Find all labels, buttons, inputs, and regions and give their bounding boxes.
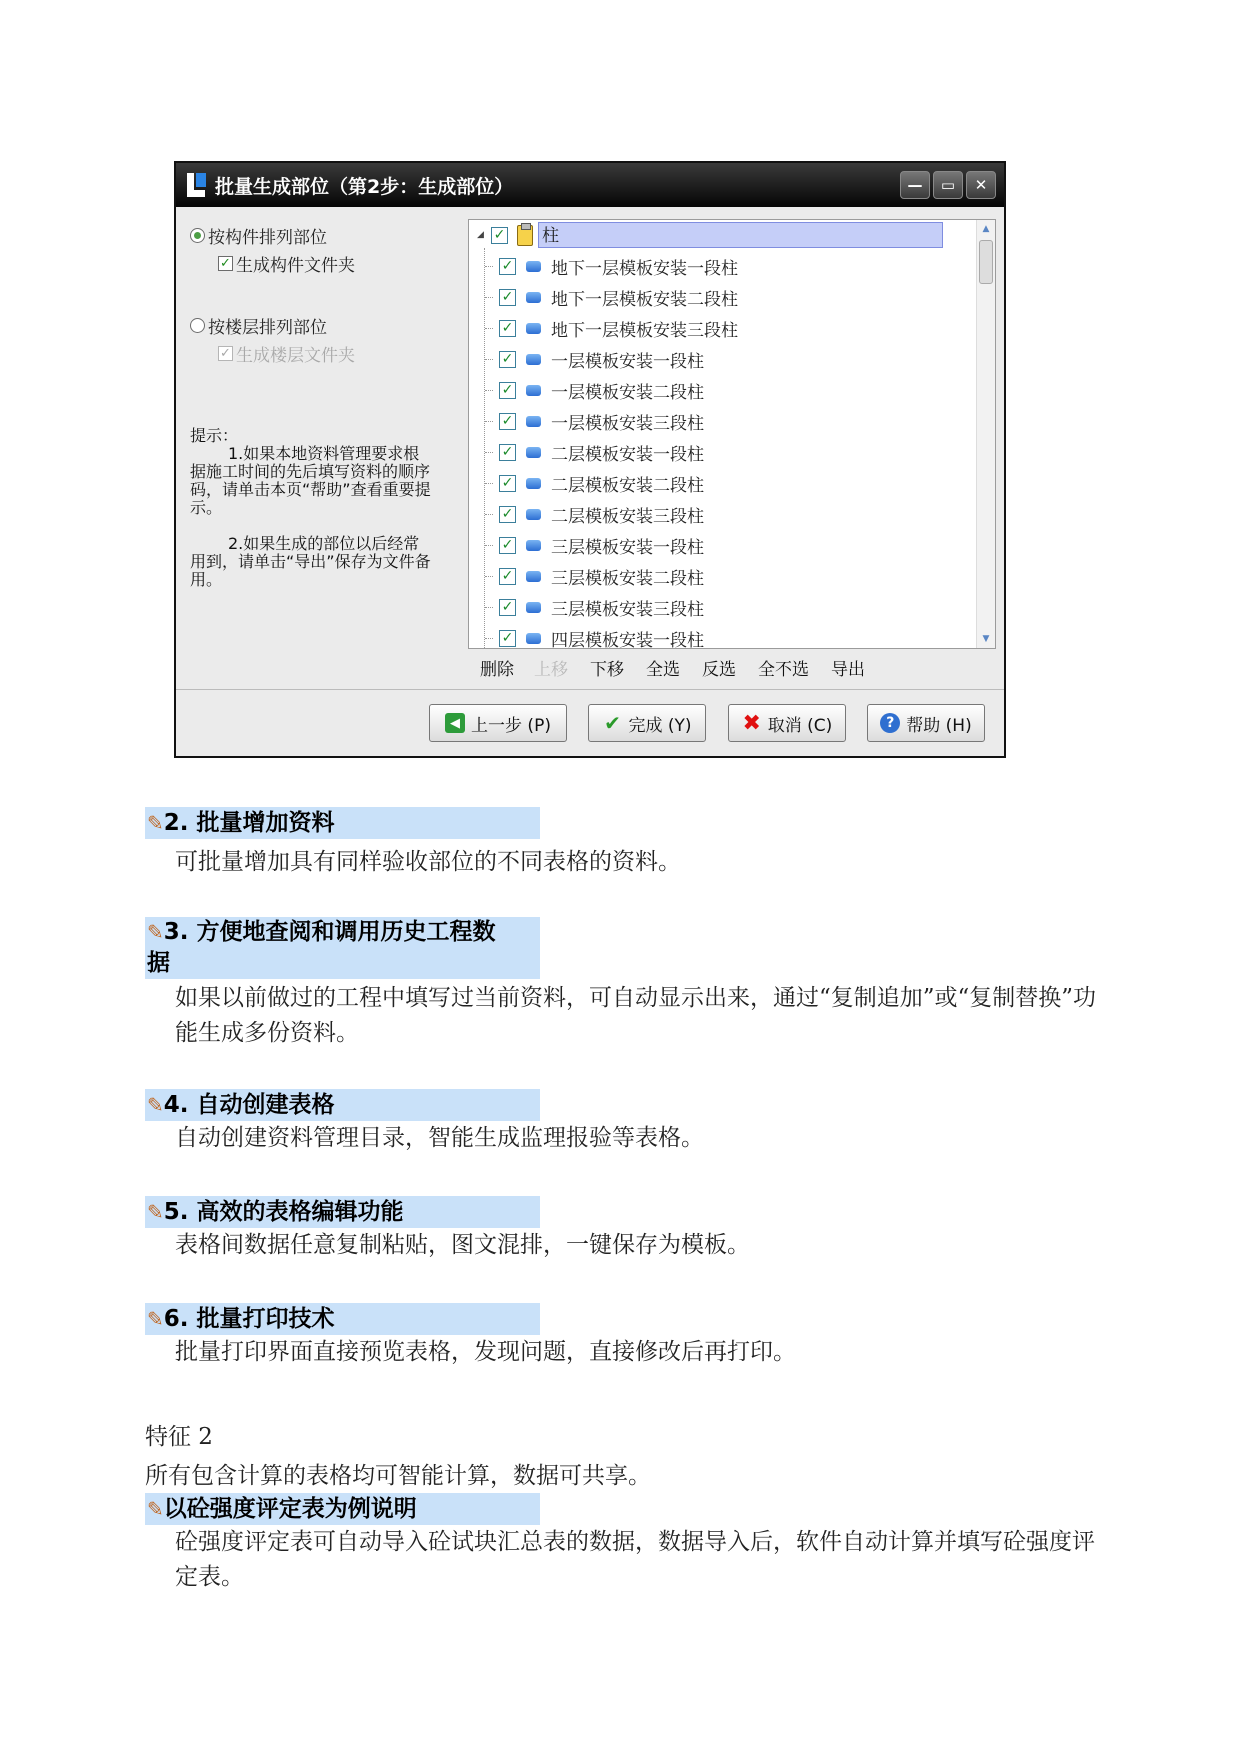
section-heading: ✎6. 批量打印技术 xyxy=(145,1303,540,1335)
checkmark-icon: ✔ xyxy=(604,711,621,735)
checkbox-checked-icon[interactable]: ✓ xyxy=(499,475,516,492)
cancel-button[interactable]: ✖ 取消 (C) xyxy=(728,704,846,742)
tree-item-label: 地下一层模板安装三段柱 xyxy=(551,320,738,341)
checkbox-floor-folder[interactable]: ✓ 生成楼层文件夹 xyxy=(218,341,355,366)
checkbox-checked-icon[interactable]: ✓ xyxy=(499,506,516,523)
help-button[interactable]: ? 帮助 (H) xyxy=(867,704,985,742)
location-item-icon xyxy=(526,385,541,396)
app-logo-icon xyxy=(185,172,209,198)
pen-icon: ✎ xyxy=(147,1093,164,1117)
tree-root-row[interactable] xyxy=(469,222,943,248)
location-item-icon xyxy=(526,478,541,489)
section-body: 批量打印界面直接预览表格，发现问题，直接修改后再打印。 xyxy=(175,1339,796,1365)
tree-item-row[interactable] xyxy=(469,439,704,465)
batch-location-dialog xyxy=(174,161,1006,758)
radio-by-component[interactable]: 按构件排列部位 xyxy=(190,223,327,248)
checkbox-checked-icon[interactable]: ✓ xyxy=(499,289,516,306)
tree-item-row[interactable] xyxy=(469,625,704,649)
tree-item-row[interactable] xyxy=(469,563,704,589)
tree-item-row[interactable] xyxy=(469,532,704,558)
pen-icon: ✎ xyxy=(147,920,164,944)
maximize-button[interactable]: ▭ xyxy=(933,171,963,199)
section-auto-create xyxy=(145,1089,1105,1156)
tree-item-label: 一层模板安装三段柱 xyxy=(551,413,704,434)
scroll-down-icon[interactable]: ▼ xyxy=(982,634,990,644)
checkbox-checked-icon[interactable]: ✓ xyxy=(499,351,516,368)
feature-2-title: 特征 2 xyxy=(145,1424,213,1450)
delete-link[interactable]: 删除 xyxy=(480,660,514,680)
tree-item-row[interactable] xyxy=(469,501,704,527)
location-item-icon xyxy=(526,602,541,613)
tree-item-label: 二层模板安装三段柱 xyxy=(551,506,704,527)
section-body: 砼强度评定表可自动导入砼试块汇总表的数据，数据导入后，软件自动计算并填写砼强度评定表。 xyxy=(175,1529,1095,1590)
radio-by-floor[interactable]: 按楼层排列部位 xyxy=(190,313,327,338)
close-button[interactable]: ✕ xyxy=(966,171,996,199)
section-body: 表格间数据任意复制粘贴，图文混排，一键保存为模板。 xyxy=(175,1232,750,1258)
section-heading: ✎5. 高效的表格编辑功能 xyxy=(145,1196,540,1228)
checkbox-component-folder[interactable]: ✓ 生成构件文件夹 xyxy=(218,251,355,276)
checkbox-checked-icon[interactable]: ✓ xyxy=(499,568,516,585)
scroll-thumb[interactable] xyxy=(979,240,993,284)
section-heading: ✎以砼强度评定表为例说明 xyxy=(145,1493,540,1525)
checkbox-disabled-icon: ✓ xyxy=(218,346,233,361)
location-item-icon xyxy=(526,354,541,365)
hint-paragraph-2: 2.如果生成的部位以后经常用到，请单击“导出”保存为文件备用。 xyxy=(190,534,431,589)
tree-scrollbar[interactable] xyxy=(976,220,995,648)
radio-selected-icon xyxy=(190,228,205,243)
checkbox-checked-icon: ✓ xyxy=(218,256,233,271)
checkbox-checked-icon[interactable]: ✓ xyxy=(491,227,508,244)
radio-unselected-icon xyxy=(190,318,205,333)
tree-item-label: 二层模板安装一段柱 xyxy=(551,444,704,465)
checkbox-checked-icon[interactable]: ✓ xyxy=(499,630,516,647)
prev-button[interactable]: ◀ 上一步 (P) xyxy=(429,704,567,742)
pen-icon: ✎ xyxy=(147,811,164,835)
location-item-icon xyxy=(526,509,541,520)
tree-actions xyxy=(466,655,865,680)
pen-icon: ✎ xyxy=(147,1307,164,1331)
tree-item-label: 二层模板安装二段柱 xyxy=(551,475,704,496)
location-item-icon xyxy=(526,447,541,458)
tree-item-label: 三层模板安装三段柱 xyxy=(551,599,704,620)
hint-title: 提示： xyxy=(190,426,239,445)
tree-item-row[interactable] xyxy=(469,470,704,496)
move-down-link[interactable]: 下移 xyxy=(590,660,624,680)
collapse-arrow-icon[interactable]: ◢ xyxy=(477,230,484,240)
pen-icon: ✎ xyxy=(147,1497,164,1521)
export-link[interactable]: 导出 xyxy=(831,660,865,680)
section-strength-example xyxy=(145,1493,1105,1595)
finish-button[interactable]: ✔ 完成 (Y) xyxy=(588,704,706,742)
checkbox-checked-icon[interactable]: ✓ xyxy=(499,599,516,616)
tree-item-label: 四层模板安装一段柱 xyxy=(551,630,704,649)
section-heading: ✎3. 方便地查阅和调用历史工程数 据 xyxy=(145,917,540,979)
tree-item-row[interactable] xyxy=(469,253,738,279)
tree-item-label: 一层模板安装二段柱 xyxy=(551,382,704,403)
checkbox-checked-icon[interactable]: ✓ xyxy=(499,413,516,430)
checkbox-checked-icon[interactable]: ✓ xyxy=(499,537,516,554)
clipboard-icon xyxy=(517,225,533,246)
tree-item-row[interactable] xyxy=(469,594,704,620)
location-item-icon xyxy=(526,633,541,644)
location-item-icon xyxy=(526,540,541,551)
tree-item-label: 地下一层模板安装一段柱 xyxy=(551,258,738,279)
location-item-icon xyxy=(526,261,541,272)
scroll-up-icon[interactable]: ▲ xyxy=(982,224,990,234)
tree-item-row[interactable] xyxy=(469,315,738,341)
back-arrow-icon: ◀ xyxy=(445,713,465,733)
section-batch-add xyxy=(145,807,1105,880)
tree-item-label: 三层模板安装一段柱 xyxy=(551,537,704,558)
tree-root-label[interactable]: 柱 xyxy=(538,222,943,248)
location-tree[interactable] xyxy=(468,219,996,649)
cancel-x-icon: ✖ xyxy=(742,710,761,736)
move-up-link[interactable]: 上移 xyxy=(534,660,568,680)
tree-item-row[interactable] xyxy=(469,377,704,403)
location-item-icon xyxy=(526,292,541,303)
tree-item-row[interactable] xyxy=(469,346,704,372)
minimize-button[interactable]: — xyxy=(900,171,930,199)
tree-item-label: 一层模板安装一段柱 xyxy=(551,351,704,372)
section-body: 可批量增加具有同样验收部位的不同表格的资料。 xyxy=(175,849,681,875)
dialog-titlebar xyxy=(176,163,1004,207)
help-question-icon: ? xyxy=(880,713,900,733)
tree-item-row[interactable] xyxy=(469,408,704,434)
location-item-icon xyxy=(526,571,541,582)
section-heading: ✎4. 自动创建表格 xyxy=(145,1089,540,1121)
tree-item-label: 地下一层模板安装二段柱 xyxy=(551,289,738,310)
checkbox-checked-icon[interactable]: ✓ xyxy=(499,320,516,337)
dialog-buttons xyxy=(176,704,1004,744)
tree-item-label: 三层模板安装二段柱 xyxy=(551,568,704,589)
section-history-data xyxy=(145,917,1105,1051)
hint-paragraph-1: 1.如果本地资料管理要求根据施工时间的先后填写资料的顺序码，请单击本页“帮助”查看重要提示。 xyxy=(190,444,431,517)
section-batch-print xyxy=(145,1303,1105,1370)
dialog-title: 批量生成部位（第2步：生成部位） xyxy=(215,175,514,198)
section-body: 如果以前做过的工程中填写过当前资料，可自动显示出来，通过“复制追加”或“复制替换”功能生成多份资料。 xyxy=(175,985,1097,1046)
hint-text xyxy=(190,427,435,589)
location-item-icon xyxy=(526,416,541,427)
select-none-link[interactable]: 全不选 xyxy=(758,660,809,680)
section-table-editing xyxy=(145,1196,1105,1263)
location-item-icon xyxy=(526,323,541,334)
checkbox-checked-icon[interactable]: ✓ xyxy=(499,382,516,399)
section-heading: ✎2. 批量增加资料 xyxy=(145,807,540,839)
select-all-link[interactable]: 全选 xyxy=(646,660,680,680)
checkbox-checked-icon[interactable]: ✓ xyxy=(499,444,516,461)
section-body: 自动创建资料管理目录，智能生成监理报验等表格。 xyxy=(175,1125,704,1151)
feature-2-description: 所有包含计算的表格均可智能计算，数据可共享。 xyxy=(145,1463,651,1489)
invert-selection-link[interactable]: 反选 xyxy=(702,660,736,680)
tree-item-row[interactable] xyxy=(469,284,738,310)
pen-icon: ✎ xyxy=(147,1200,164,1224)
checkbox-checked-icon[interactable]: ✓ xyxy=(499,258,516,275)
